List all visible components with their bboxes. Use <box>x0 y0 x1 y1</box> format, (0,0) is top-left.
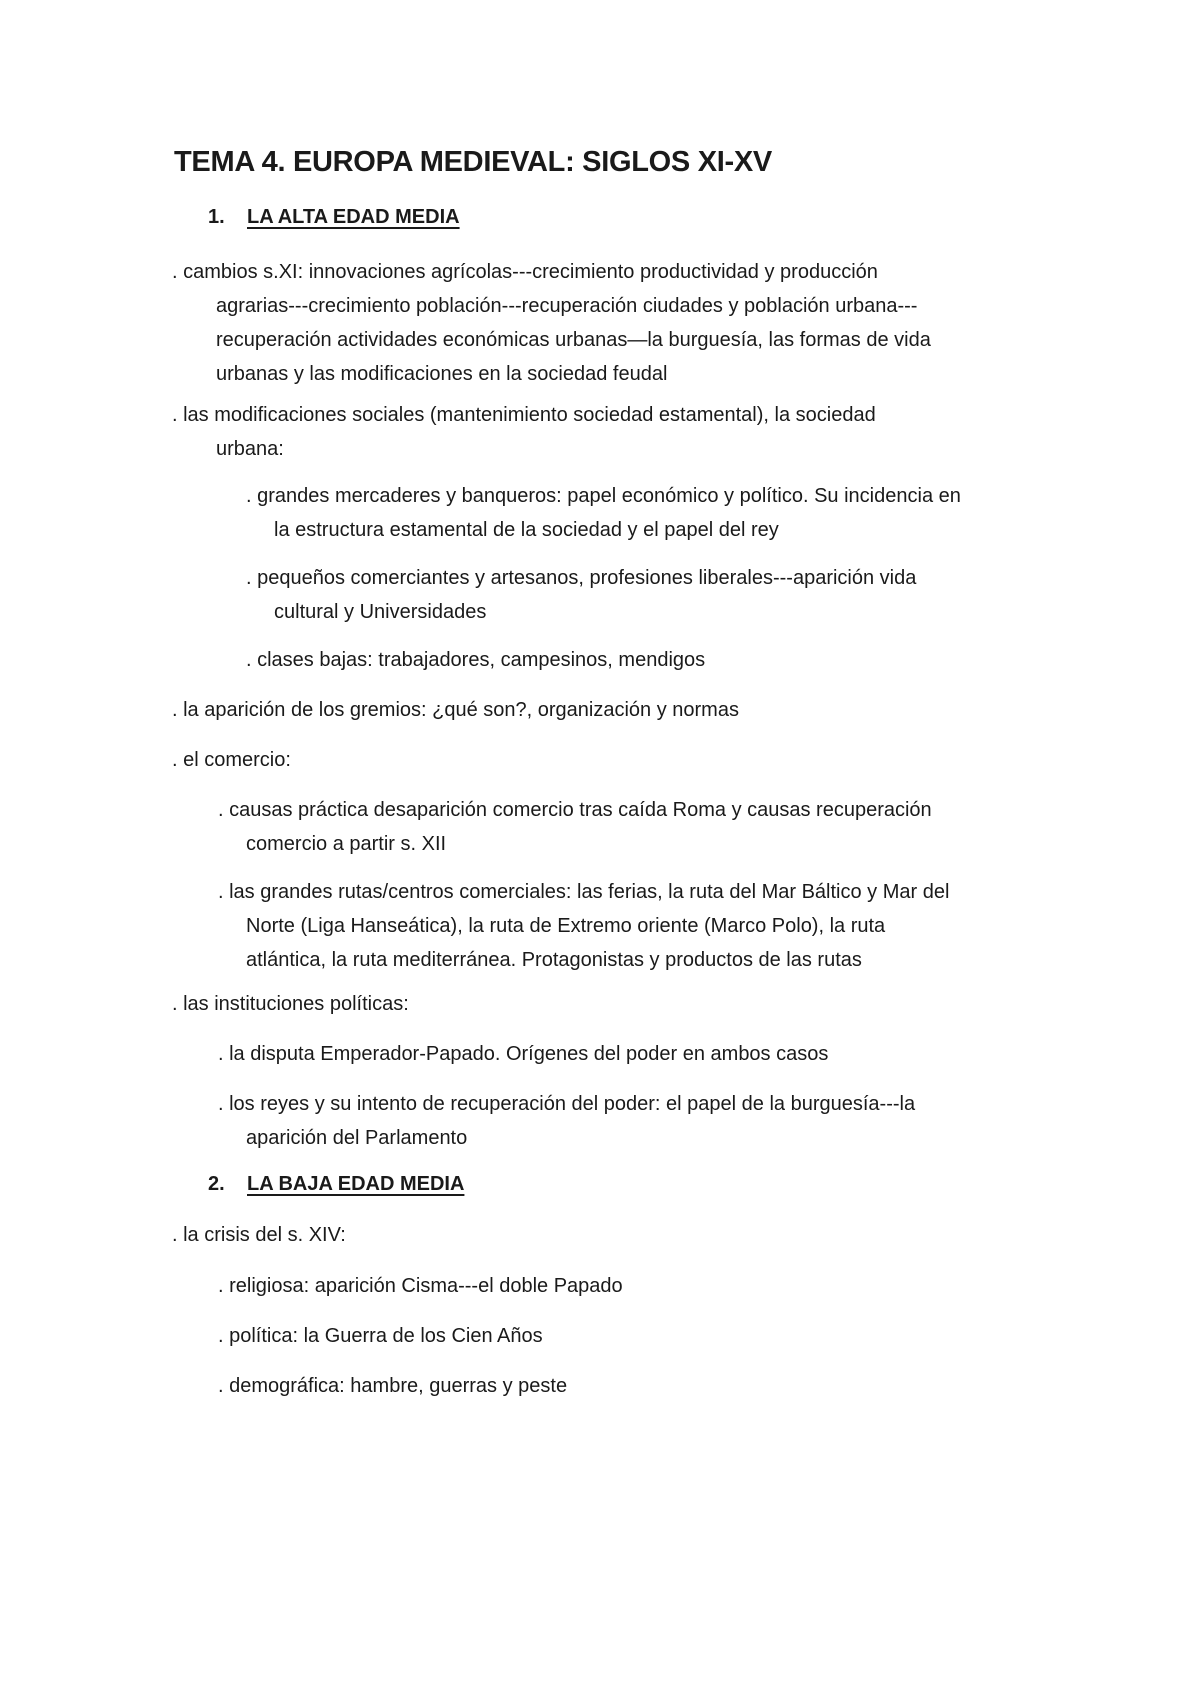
text-line: . cambios s.XI: innovaciones agrícolas---crecimiento productividad y producción <box>172 261 878 283</box>
document-title: TEMA 4. EUROPA MEDIEVAL: SIGLOS XI-XV <box>174 146 772 178</box>
section-heading-baja-edad-media <box>208 1173 464 1196</box>
section-heading-alta-edad-media <box>208 206 460 229</box>
text-line: recuperación actividades económicas urbanas—la burguesía, las formas de vida <box>216 329 931 351</box>
paragraph-politica <box>218 1319 543 1353</box>
paragraph-cambios <box>172 255 931 391</box>
section-label: LA BAJA EDAD MEDIA <box>247 1173 465 1195</box>
text-line: . la disputa Emperador-Papado. Orígenes del poder en ambos casos <box>218 1043 829 1065</box>
text-line: . demográfica: hambre, guerras y peste <box>218 1375 568 1397</box>
text-line: . las modificaciones sociales (mantenimiento sociedad estamental), la sociedad <box>172 404 876 426</box>
text-line: . el comercio: <box>172 749 291 771</box>
text-line: . clases bajas: trabajadores, campesinos, mendigos <box>246 649 706 671</box>
paragraph-disputa <box>218 1037 828 1071</box>
section-label: LA ALTA EDAD MEDIA <box>247 206 460 228</box>
paragraph-reyes <box>218 1087 915 1155</box>
paragraph-religiosa <box>218 1269 623 1303</box>
paragraph-modificaciones <box>172 398 876 466</box>
paragraph-demografica <box>218 1369 567 1403</box>
text-line: . religiosa: aparición Cisma---el doble Papado <box>218 1275 623 1297</box>
section-number: 1. <box>208 206 225 228</box>
text-line: . grandes mercaderes y banqueros: papel económico y político. Su incidencia en <box>246 485 961 507</box>
text-line: agrarias---crecimiento población---recuperación ciudades y población urbana--- <box>216 295 918 317</box>
text-line: urbana: <box>216 438 284 460</box>
text-line: . las instituciones políticas: <box>172 993 409 1015</box>
paragraph-gremios <box>172 693 739 727</box>
paragraph-clases-bajas <box>246 643 705 677</box>
text-line: comercio a partir s. XII <box>246 833 447 855</box>
text-line: . la aparición de los gremios: ¿qué son?, organización y normas <box>172 699 739 721</box>
text-line: . los reyes y su intento de recuperación del poder: el papel de la burguesía---la <box>218 1093 916 1115</box>
text-line: atlántica, la ruta mediterránea. Protagonistas y productos de las rutas <box>246 949 862 971</box>
paragraph-crisis <box>172 1218 346 1252</box>
text-line: urbanas y las modificaciones en la sociedad feudal <box>216 363 668 385</box>
paragraph-mercaderes <box>246 479 961 547</box>
text-line: . pequeños comerciantes y artesanos, profesiones liberales---aparición vida <box>246 567 917 589</box>
text-line: aparición del Parlamento <box>246 1127 468 1149</box>
text-line: la estructura estamental de la sociedad y el papel del rey <box>274 519 779 541</box>
text-line: Norte (Liga Hanseática), la ruta de Extremo oriente (Marco Polo), la ruta <box>246 915 886 937</box>
paragraph-comerciantes <box>246 561 916 629</box>
paragraph-rutas <box>218 875 949 977</box>
text-line: cultural y Universidades <box>274 601 487 623</box>
section-number: 2. <box>208 1173 225 1195</box>
text-line: . política: la Guerra de los Cien Años <box>218 1325 543 1347</box>
text-line: . la crisis del s. XIV: <box>172 1224 346 1246</box>
paragraph-comercio <box>172 743 291 777</box>
text-line: . las grandes rutas/centros comerciales: las ferias, la ruta del Mar Báltico y Mar del <box>218 881 950 903</box>
paragraph-instituciones <box>172 987 409 1021</box>
paragraph-causas <box>218 793 932 861</box>
text-line: . causas práctica desaparición comercio tras caída Roma y causas recuperación <box>218 799 932 821</box>
